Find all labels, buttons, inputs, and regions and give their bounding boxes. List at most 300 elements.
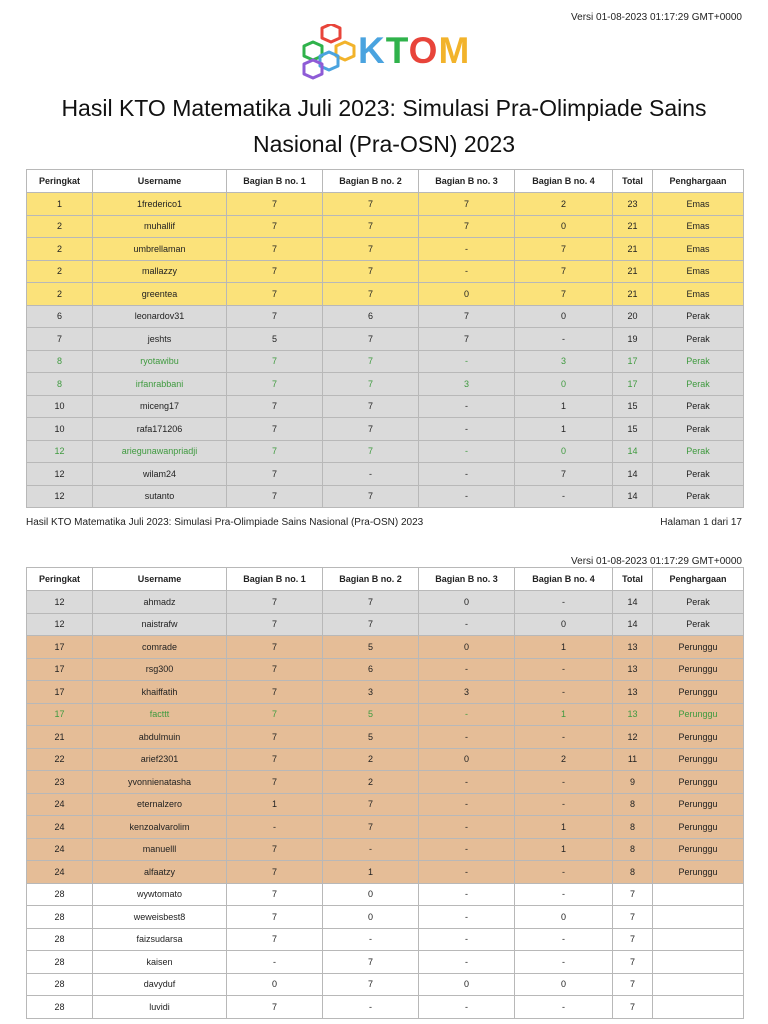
- b1-score-cell: -: [227, 816, 323, 839]
- table-row: [27, 636, 744, 659]
- award-cell: Emas: [653, 215, 744, 238]
- b3-score-cell: 0: [419, 591, 515, 614]
- rank-cell: 17: [27, 636, 93, 659]
- total-cell: 7: [613, 883, 653, 906]
- b3-score-cell: -: [419, 350, 515, 373]
- b2-score-cell: 7: [323, 793, 419, 816]
- rank-cell: 23: [27, 771, 93, 794]
- username-cell: greentea: [93, 283, 227, 306]
- b4-score-cell: -: [515, 485, 613, 508]
- rank-cell: 17: [27, 658, 93, 681]
- table-row: [27, 418, 744, 441]
- table-row: [27, 485, 744, 508]
- award-cell: Perak: [653, 373, 744, 396]
- cube-bottom: [304, 60, 322, 78]
- b1-score-cell: 7: [227, 305, 323, 328]
- col-header-rank: Peringkat: [27, 568, 93, 591]
- total-cell: 8: [613, 793, 653, 816]
- b3-score-cell: -: [419, 613, 515, 636]
- b1-score-cell: 7: [227, 748, 323, 771]
- col-header-b1: Bagian B no. 1: [227, 568, 323, 591]
- b3-score-cell: -: [419, 816, 515, 839]
- table-row: [27, 681, 744, 704]
- table-row: [27, 463, 744, 486]
- rank-cell: 24: [27, 838, 93, 861]
- b1-score-cell: 7: [227, 238, 323, 261]
- b1-score-cell: 7: [227, 681, 323, 704]
- col-header-award: Penghargaan: [653, 568, 744, 591]
- b1-score-cell: 7: [227, 861, 323, 884]
- table-row: [27, 395, 744, 418]
- total-cell: 14: [613, 591, 653, 614]
- b2-score-cell: 0: [323, 906, 419, 929]
- b3-score-cell: 3: [419, 681, 515, 704]
- b4-score-cell: -: [515, 861, 613, 884]
- award-cell: Perak: [653, 328, 744, 351]
- username-cell: mallazzy: [93, 260, 227, 283]
- username-cell: eternalzero: [93, 793, 227, 816]
- total-cell: 14: [613, 485, 653, 508]
- b2-score-cell: 7: [323, 591, 419, 614]
- logo-wordmark: [358, 30, 470, 72]
- b3-score-cell: -: [419, 906, 515, 929]
- username-cell: khaiffatih: [93, 681, 227, 704]
- b2-score-cell: -: [323, 838, 419, 861]
- table-row: [27, 861, 744, 884]
- col-header-b3: Bagian B no. 3: [419, 170, 515, 193]
- b4-score-cell: 1: [515, 816, 613, 839]
- cube-top: [322, 24, 340, 42]
- b1-score-cell: 7: [227, 373, 323, 396]
- award-cell: Emas: [653, 283, 744, 306]
- b2-score-cell: 7: [323, 238, 419, 261]
- table-row: [27, 703, 744, 726]
- results-table-page-1: [26, 169, 744, 508]
- b1-score-cell: 7: [227, 463, 323, 486]
- total-cell: 11: [613, 748, 653, 771]
- rank-cell: 22: [27, 748, 93, 771]
- total-cell: 13: [613, 681, 653, 704]
- username-cell: luvidi: [93, 996, 227, 1019]
- b2-score-cell: 7: [323, 373, 419, 396]
- b4-score-cell: 2: [515, 748, 613, 771]
- username-cell: facttt: [93, 703, 227, 726]
- b4-score-cell: -: [515, 726, 613, 749]
- username-cell: rsg300: [93, 658, 227, 681]
- award-cell: Emas: [653, 260, 744, 283]
- total-cell: 8: [613, 861, 653, 884]
- col-header-username: Username: [93, 568, 227, 591]
- username-cell: weweisbest8: [93, 906, 227, 929]
- page-number: Halaman 1 dari 17: [660, 517, 742, 528]
- award-cell: Perak: [653, 440, 744, 463]
- b4-score-cell: 7: [515, 238, 613, 261]
- table-row: [27, 238, 744, 261]
- table-row: [27, 260, 744, 283]
- total-cell: 14: [613, 463, 653, 486]
- username-cell: davyduf: [93, 973, 227, 996]
- b3-score-cell: -: [419, 861, 515, 884]
- ktom-logo: [298, 24, 473, 80]
- col-header-award: Penghargaan: [653, 170, 744, 193]
- total-cell: 23: [613, 193, 653, 216]
- b2-score-cell: 5: [323, 726, 419, 749]
- b1-score-cell: 7: [227, 726, 323, 749]
- b2-score-cell: 7: [323, 816, 419, 839]
- b3-score-cell: -: [419, 418, 515, 441]
- total-cell: 14: [613, 613, 653, 636]
- b2-score-cell: -: [323, 996, 419, 1019]
- total-cell: 8: [613, 816, 653, 839]
- table-row: [27, 838, 744, 861]
- award-cell: Perunggu: [653, 703, 744, 726]
- rank-cell: 12: [27, 463, 93, 486]
- award-cell: Emas: [653, 238, 744, 261]
- b3-score-cell: 0: [419, 748, 515, 771]
- rank-cell: 6: [27, 305, 93, 328]
- page-title: Hasil KTO Matematika Juli 2023: Simulasi Pra-Olimpiade Sains Nasional (Pra-OSN) 2023: [61, 95, 707, 157]
- b3-score-cell: -: [419, 485, 515, 508]
- cubes-logo-icon: [298, 24, 360, 80]
- rank-cell: 2: [27, 260, 93, 283]
- version-stamp-page-2: Versi 01-08-2023 01:17:29 GMT+0000: [571, 556, 742, 567]
- b4-score-cell: -: [515, 793, 613, 816]
- award-cell: [653, 996, 744, 1019]
- b4-score-cell: 0: [515, 215, 613, 238]
- b3-score-cell: -: [419, 928, 515, 951]
- total-cell: 9: [613, 771, 653, 794]
- b3-score-cell: -: [419, 658, 515, 681]
- b1-score-cell: 7: [227, 838, 323, 861]
- award-cell: Perunggu: [653, 793, 744, 816]
- total-cell: 13: [613, 636, 653, 659]
- logo-letter-m: M: [438, 30, 471, 71]
- username-cell: wilam24: [93, 463, 227, 486]
- total-cell: 17: [613, 373, 653, 396]
- b2-score-cell: 7: [323, 440, 419, 463]
- rank-cell: 12: [27, 591, 93, 614]
- table-row: [27, 928, 744, 951]
- total-cell: 13: [613, 703, 653, 726]
- b2-score-cell: 7: [323, 973, 419, 996]
- b4-score-cell: 2: [515, 193, 613, 216]
- b4-score-cell: -: [515, 591, 613, 614]
- b3-score-cell: -: [419, 793, 515, 816]
- table-body-page-2: [27, 591, 744, 1019]
- table-row: [27, 726, 744, 749]
- total-cell: 17: [613, 350, 653, 373]
- award-cell: Perunggu: [653, 681, 744, 704]
- b2-score-cell: 7: [323, 613, 419, 636]
- b3-score-cell: -: [419, 996, 515, 1019]
- table-body-page-1: [27, 193, 744, 508]
- b4-score-cell: 1: [515, 838, 613, 861]
- username-cell: umbrellaman: [93, 238, 227, 261]
- b4-score-cell: -: [515, 928, 613, 951]
- username-cell: abdulmuin: [93, 726, 227, 749]
- col-header-rank: Peringkat: [27, 170, 93, 193]
- version-stamp: Versi 01-08-2023 01:17:29 GMT+0000: [571, 12, 742, 23]
- total-cell: 15: [613, 418, 653, 441]
- rank-cell: 1: [27, 193, 93, 216]
- b3-score-cell: -: [419, 951, 515, 974]
- rank-cell: 28: [27, 928, 93, 951]
- b1-score-cell: 7: [227, 928, 323, 951]
- b4-score-cell: -: [515, 996, 613, 1019]
- username-cell: faizsudarsa: [93, 928, 227, 951]
- b2-score-cell: 5: [323, 703, 419, 726]
- b4-score-cell: 1: [515, 703, 613, 726]
- table-row: [27, 748, 744, 771]
- b2-score-cell: 7: [323, 485, 419, 508]
- b3-score-cell: -: [419, 440, 515, 463]
- table-row: [27, 440, 744, 463]
- b3-score-cell: -: [419, 260, 515, 283]
- award-cell: Emas: [653, 193, 744, 216]
- b1-score-cell: 7: [227, 703, 323, 726]
- b1-score-cell: -: [227, 951, 323, 974]
- award-cell: [653, 951, 744, 974]
- b3-score-cell: -: [419, 703, 515, 726]
- b3-score-cell: -: [419, 238, 515, 261]
- total-cell: 21: [613, 215, 653, 238]
- rank-cell: 12: [27, 485, 93, 508]
- rank-cell: 17: [27, 681, 93, 704]
- rank-cell: 12: [27, 440, 93, 463]
- total-cell: 19: [613, 328, 653, 351]
- rank-cell: 28: [27, 973, 93, 996]
- rank-cell: 28: [27, 951, 93, 974]
- total-cell: 21: [613, 283, 653, 306]
- b4-score-cell: 3: [515, 350, 613, 373]
- table-row: [27, 996, 744, 1019]
- b1-score-cell: 7: [227, 658, 323, 681]
- b2-score-cell: 2: [323, 771, 419, 794]
- col-header-b4: Bagian B no. 4: [515, 170, 613, 193]
- table-row: [27, 283, 744, 306]
- col-header-username: Username: [93, 170, 227, 193]
- rank-cell: 24: [27, 793, 93, 816]
- table-row: [27, 951, 744, 974]
- total-cell: 21: [613, 238, 653, 261]
- award-cell: [653, 928, 744, 951]
- award-cell: Perunggu: [653, 771, 744, 794]
- b3-score-cell: 0: [419, 973, 515, 996]
- table-row: [27, 613, 744, 636]
- rank-cell: 2: [27, 215, 93, 238]
- award-cell: Perunggu: [653, 816, 744, 839]
- b4-score-cell: -: [515, 658, 613, 681]
- award-cell: [653, 906, 744, 929]
- rank-cell: 10: [27, 395, 93, 418]
- award-cell: Perak: [653, 350, 744, 373]
- col-header-b4: Bagian B no. 4: [515, 568, 613, 591]
- b2-score-cell: 7: [323, 260, 419, 283]
- table-row: [27, 305, 744, 328]
- b3-score-cell: -: [419, 726, 515, 749]
- rank-cell: 28: [27, 883, 93, 906]
- rank-cell: 12: [27, 613, 93, 636]
- table-row: [27, 658, 744, 681]
- b2-score-cell: -: [323, 928, 419, 951]
- table-row: [27, 793, 744, 816]
- b4-score-cell: 7: [515, 283, 613, 306]
- rank-cell: 7: [27, 328, 93, 351]
- rank-cell: 17: [27, 703, 93, 726]
- b2-score-cell: 7: [323, 283, 419, 306]
- b1-score-cell: 7: [227, 613, 323, 636]
- b2-score-cell: 7: [323, 395, 419, 418]
- b4-score-cell: 0: [515, 613, 613, 636]
- award-cell: Perak: [653, 395, 744, 418]
- username-cell: alfaatzy: [93, 861, 227, 884]
- b1-score-cell: 7: [227, 350, 323, 373]
- table-row: [27, 328, 744, 351]
- b4-score-cell: 1: [515, 395, 613, 418]
- username-cell: 1frederico1: [93, 193, 227, 216]
- username-cell: manuelll: [93, 838, 227, 861]
- table-row: [27, 883, 744, 906]
- b4-score-cell: -: [515, 771, 613, 794]
- award-cell: Perunggu: [653, 636, 744, 659]
- username-cell: leonardov31: [93, 305, 227, 328]
- b2-score-cell: 6: [323, 658, 419, 681]
- b1-score-cell: 7: [227, 906, 323, 929]
- b4-score-cell: 0: [515, 373, 613, 396]
- b4-score-cell: 0: [515, 440, 613, 463]
- table-row: [27, 373, 744, 396]
- b2-score-cell: 7: [323, 418, 419, 441]
- b2-score-cell: 7: [323, 350, 419, 373]
- b1-score-cell: 7: [227, 996, 323, 1019]
- col-header-b2: Bagian B no. 2: [323, 568, 419, 591]
- b2-score-cell: 5: [323, 636, 419, 659]
- b1-score-cell: 7: [227, 591, 323, 614]
- footer-title: Hasil KTO Matematika Juli 2023: Simulasi Pra-Olimpiade Sains Nasional (Pra-OSN) 2023: [26, 517, 424, 528]
- username-cell: ahmadz: [93, 591, 227, 614]
- rank-cell: 28: [27, 996, 93, 1019]
- b4-score-cell: -: [515, 883, 613, 906]
- b1-score-cell: 5: [227, 328, 323, 351]
- total-cell: 7: [613, 951, 653, 974]
- rank-cell: 8: [27, 373, 93, 396]
- username-cell: kenzoalvarolim: [93, 816, 227, 839]
- username-cell: kaisen: [93, 951, 227, 974]
- total-cell: 7: [613, 973, 653, 996]
- b1-score-cell: 0: [227, 973, 323, 996]
- b1-score-cell: 7: [227, 215, 323, 238]
- b1-score-cell: 1: [227, 793, 323, 816]
- col-header-b2: Bagian B no. 2: [323, 170, 419, 193]
- b2-score-cell: 7: [323, 951, 419, 974]
- username-cell: miceng17: [93, 395, 227, 418]
- b4-score-cell: 0: [515, 305, 613, 328]
- b4-score-cell: 0: [515, 973, 613, 996]
- total-cell: 13: [613, 658, 653, 681]
- table-row: [27, 215, 744, 238]
- b4-score-cell: 0: [515, 906, 613, 929]
- table-row: [27, 193, 744, 216]
- rank-cell: 8: [27, 350, 93, 373]
- b3-score-cell: -: [419, 883, 515, 906]
- b2-score-cell: 1: [323, 861, 419, 884]
- award-cell: Perak: [653, 305, 744, 328]
- table-row: [27, 816, 744, 839]
- total-cell: 20: [613, 305, 653, 328]
- b2-score-cell: 2: [323, 748, 419, 771]
- award-cell: Perak: [653, 418, 744, 441]
- b2-score-cell: 6: [323, 305, 419, 328]
- total-cell: 8: [613, 838, 653, 861]
- table-row: [27, 771, 744, 794]
- rank-cell: 2: [27, 283, 93, 306]
- total-cell: 15: [613, 395, 653, 418]
- award-cell: Perunggu: [653, 748, 744, 771]
- col-header-b1: Bagian B no. 1: [227, 170, 323, 193]
- table-row: [27, 591, 744, 614]
- award-cell: [653, 973, 744, 996]
- username-cell: jeshts: [93, 328, 227, 351]
- username-cell: muhallif: [93, 215, 227, 238]
- total-cell: 14: [613, 440, 653, 463]
- b2-score-cell: 0: [323, 883, 419, 906]
- username-cell: arief2301: [93, 748, 227, 771]
- username-cell: irfanrabbani: [93, 373, 227, 396]
- award-cell: Perak: [653, 463, 744, 486]
- award-cell: Perunggu: [653, 658, 744, 681]
- username-cell: wywtomato: [93, 883, 227, 906]
- award-cell: Perak: [653, 485, 744, 508]
- rank-cell: 28: [27, 906, 93, 929]
- b3-score-cell: 7: [419, 215, 515, 238]
- b1-score-cell: 7: [227, 260, 323, 283]
- b3-score-cell: 7: [419, 305, 515, 328]
- b1-score-cell: 7: [227, 883, 323, 906]
- b4-score-cell: -: [515, 328, 613, 351]
- b3-score-cell: -: [419, 395, 515, 418]
- award-cell: Perak: [653, 613, 744, 636]
- award-cell: Perunggu: [653, 861, 744, 884]
- b1-score-cell: 7: [227, 283, 323, 306]
- logo-letter-k: K: [358, 30, 386, 71]
- b2-score-cell: 7: [323, 215, 419, 238]
- b4-score-cell: 1: [515, 418, 613, 441]
- award-cell: [653, 883, 744, 906]
- b4-score-cell: 7: [515, 463, 613, 486]
- total-cell: 21: [613, 260, 653, 283]
- rank-cell: 24: [27, 861, 93, 884]
- b3-score-cell: 7: [419, 328, 515, 351]
- results-table-page-2: [26, 567, 744, 1019]
- total-cell: 12: [613, 726, 653, 749]
- award-cell: Perunggu: [653, 838, 744, 861]
- b1-score-cell: 7: [227, 636, 323, 659]
- total-cell: 7: [613, 928, 653, 951]
- b1-score-cell: 7: [227, 485, 323, 508]
- table-row: [27, 973, 744, 996]
- b4-score-cell: 7: [515, 260, 613, 283]
- b3-score-cell: 0: [419, 283, 515, 306]
- award-cell: Perak: [653, 591, 744, 614]
- b4-score-cell: -: [515, 681, 613, 704]
- b1-score-cell: 7: [227, 193, 323, 216]
- b3-score-cell: 7: [419, 193, 515, 216]
- rank-cell: 24: [27, 816, 93, 839]
- b1-score-cell: 7: [227, 418, 323, 441]
- b2-score-cell: -: [323, 463, 419, 486]
- b2-score-cell: 3: [323, 681, 419, 704]
- award-cell: Perunggu: [653, 726, 744, 749]
